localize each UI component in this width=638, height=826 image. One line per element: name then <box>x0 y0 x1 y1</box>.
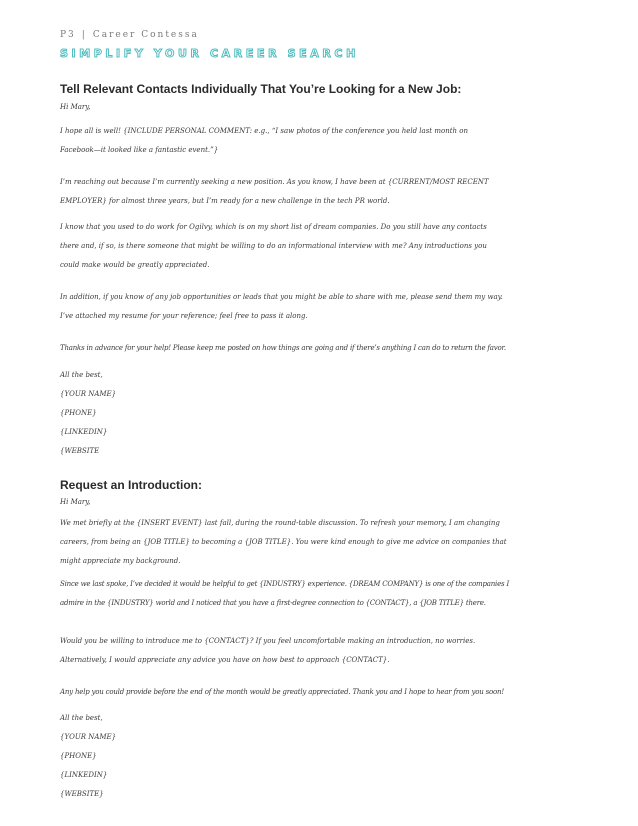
paragraph <box>60 218 590 275</box>
paragraph <box>60 173 590 211</box>
signoff-block <box>60 366 590 461</box>
paragraph-line: Thanks in advance for your help! Please keep me posted on how things are going and if there’s anything I can do to return the favor. <box>60 344 506 352</box>
signoff-line: {WEBSITE} <box>60 790 104 798</box>
paragraph <box>60 122 590 160</box>
paragraph-line: might appreciate my background. <box>60 557 181 565</box>
signoff-line: All the best, <box>60 371 103 379</box>
greeting <box>60 98 590 117</box>
paragraph-line: careers, from being an {JOB TITLE} to becoming a {JOB TITLE}. You were kind enough to give me advice on companies that <box>60 538 507 546</box>
paragraph <box>60 288 590 326</box>
paragraph-line: there and, if so, is there someone that might be willing to do an informational interview with me? Any introductions you <box>60 242 487 250</box>
paragraph-line: admire in the {INDUSTRY} world and I noticed that you have a first-degree connection to {CONTACT}, a {JOB TITLE} there. <box>60 599 486 607</box>
paragraph-line: Since we last spoke, I’ve decided it would be helpful to get {INDUSTRY} experience. {DREAM COMPANY} is one of the companies I <box>60 580 510 588</box>
paragraph-line: could make would be greatly appreciated. <box>60 261 210 269</box>
paragraph-line: Alternatively, I would appreciate any advice you have on how best to approach {CONTACT}. <box>60 656 390 664</box>
header-separator: | <box>81 30 87 40</box>
paragraph <box>60 632 590 670</box>
paragraph <box>60 575 590 613</box>
signoff-line: {LINKEDIN} <box>60 428 108 436</box>
paragraph-line: EMPLOYER} for almost three years, but I’m ready for a new challenge in the tech PR world. <box>60 197 390 205</box>
signoff-block <box>60 709 590 804</box>
signoff-line: {LINKEDIN} <box>60 771 108 779</box>
paragraph-line: Any help you could provide before the end of the month would be greatly appreciated. Thank you and I hope to hear from you soon! <box>60 688 504 696</box>
paragraph-line: I’ve attached my resume for your reference; feel free to pass it along. <box>60 312 308 320</box>
signoff-line: {PHONE} <box>60 409 97 417</box>
paragraph <box>60 514 590 571</box>
greeting-line: Hi Mary, <box>60 498 91 506</box>
signoff-line: {YOUR NAME} <box>60 390 117 398</box>
signoff-line: {WEBSITE <box>60 447 100 455</box>
page-number: P3 <box>60 30 76 40</box>
paragraph-line: I’m reaching out because I’m currently seeking a new position. As you know, I have been at {CURRENT/MOST RECENT <box>60 178 489 186</box>
paragraph <box>60 683 590 702</box>
greeting-line: Hi Mary, <box>60 103 91 111</box>
signoff-line: {PHONE} <box>60 752 97 760</box>
running-header <box>60 30 199 40</box>
paragraph <box>60 339 590 358</box>
section-heading-introduction: Request an Introduction: <box>60 478 202 492</box>
greeting <box>60 493 590 512</box>
paragraph-line: Would you be willing to introduce me to {CONTACT}? If you feel uncomfortable making an introduction, no worries. <box>60 637 476 645</box>
paragraph-line: We met briefly at the {INSERT EVENT} last fall, during the round-table discussion. To refresh your memory, I am changing <box>60 519 500 527</box>
signoff-line: {YOUR NAME} <box>60 733 117 741</box>
paragraph-line: Facebook—it looked like a fantastic event.”} <box>60 146 219 154</box>
signoff-line: All the best, <box>60 714 103 722</box>
brand-name: Career Contessa <box>92 30 199 40</box>
paragraph-line: In addition, if you know of any job opportunities or leads that you might be able to share with me, please send them my way. <box>60 293 503 301</box>
document-title: SIMPLIFY YOUR CAREER SEARCH <box>60 47 359 60</box>
paragraph-line: I hope all is well! {INCLUDE PERSONAL COMMENT: e.g., “I saw photos of the conference you held last month on <box>60 127 468 135</box>
section-heading-new-job: Tell Relevant Contacts Individually That You’re Looking for a New Job: <box>60 82 462 96</box>
paragraph-line: I know that you used to do work for Ogilvy, which is on my short list of dream companies. Do you still have any contacts <box>60 223 487 231</box>
